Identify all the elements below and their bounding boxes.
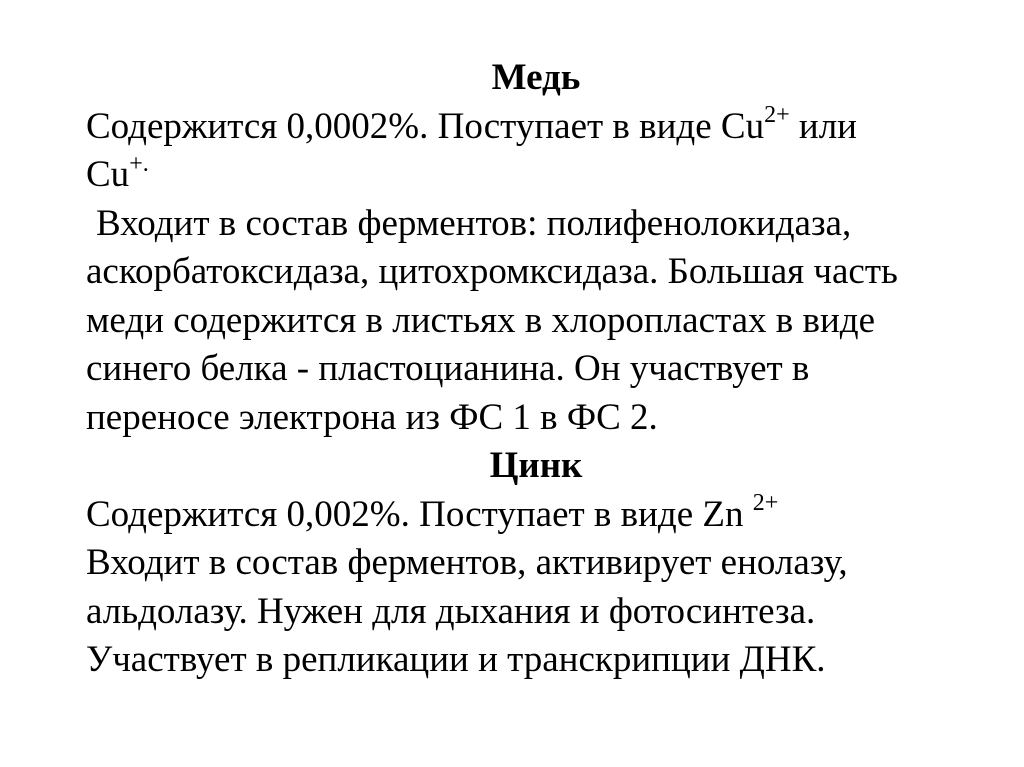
copper-paragraph-line: переносе электрона из ФС 1 в ФС 2.	[86, 396, 658, 438]
copper-paragraph-line: синего белка - пластоцианина. Он участвует в	[86, 348, 810, 389]
copper-content-line	[86, 103, 986, 152]
copper-content-text: Содержится 0,0002%. Поступает в виде Cu	[86, 105, 765, 147]
copper-paragraph-line: Входит в состав ферментов: полифенолокидаза,	[96, 202, 852, 244]
copper-paragraph-line: меди содержится в листьях в хлоропластах в виде	[86, 299, 876, 341]
zinc-content-line	[86, 491, 986, 540]
zinc-ion-charge: 2+	[752, 490, 779, 517]
zinc-paragraph-line: альдолазу. Нужен для дыхания и фотосинтеза.	[86, 590, 816, 632]
copper-paragraph-line: аскорбатоксидаза, цитохромксидаза. Большая часть	[86, 251, 898, 292]
copper-line-tail: или	[789, 105, 857, 147]
copper-ion-charge-2plus: 2+	[764, 102, 790, 129]
copper-ion-charge-plus: +.	[129, 150, 149, 177]
zinc-content-text: Содержится 0,002%. Поступает в виде Zn	[86, 493, 753, 535]
copper-ion-symbol: Cu	[86, 154, 130, 195]
zinc-paragraph-line: Входит в состав ферментов, активирует енолазу,	[86, 542, 848, 583]
copper-ion-line	[86, 151, 986, 200]
copper-heading: Медь	[491, 57, 581, 98]
zinc-paragraph-line: Участвует в репликации и транскрипции ДНК.	[86, 639, 826, 680]
zinc-heading: Цинк	[489, 445, 583, 486]
slide-content	[86, 54, 986, 685]
